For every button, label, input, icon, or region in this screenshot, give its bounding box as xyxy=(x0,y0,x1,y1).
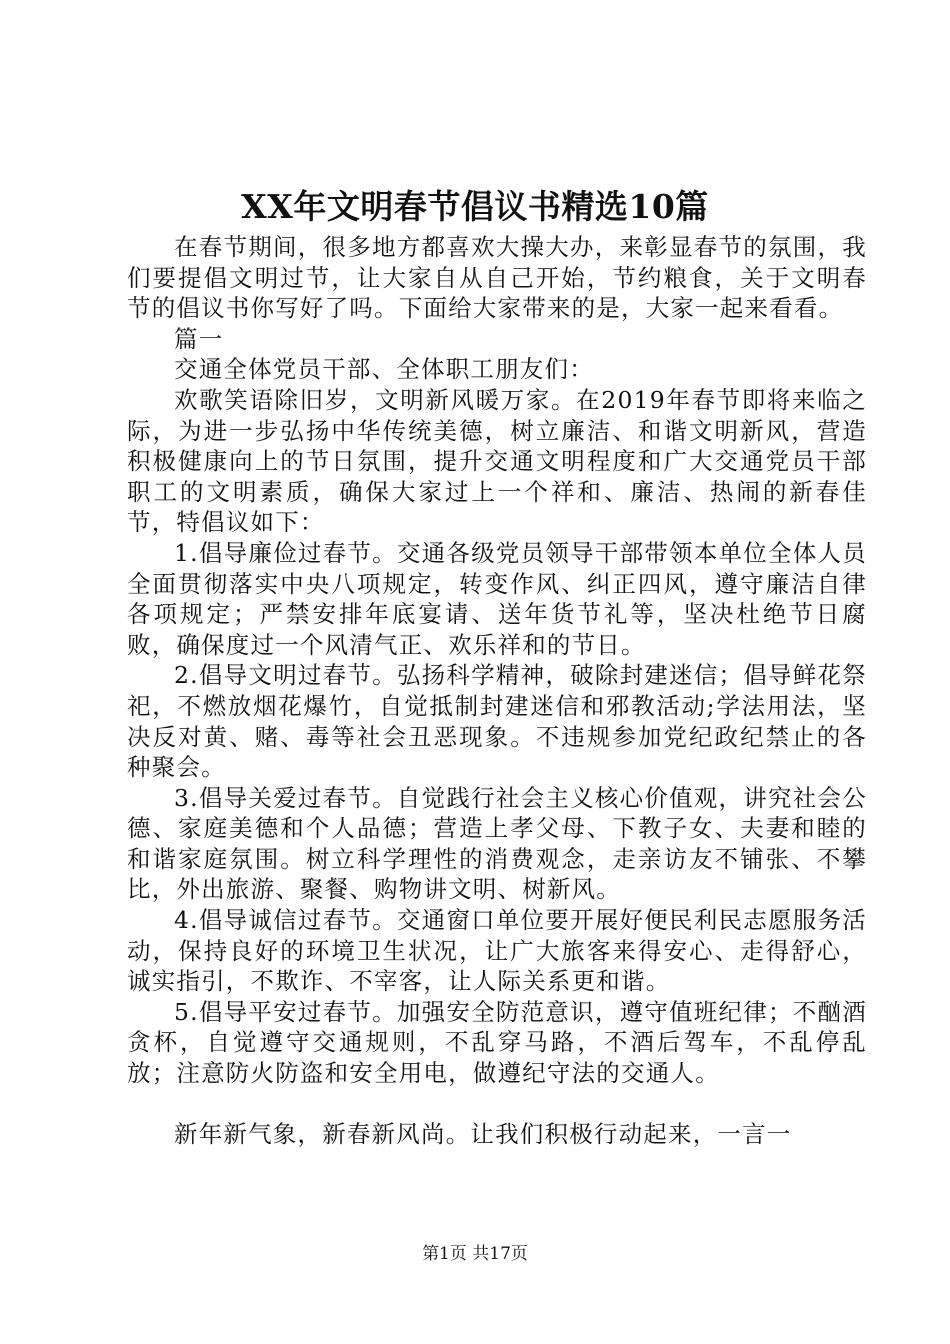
document-body xyxy=(127,232,867,1149)
document-title: XX年文明春节倡议书精选10篇 xyxy=(241,187,709,226)
proposal-item-4: 4.倡导诚信过春节。交通窗口单位要开展好便民利民志愿服务活动，保持良好的环境卫生状况，让广大旅客来得安心、走得舒心，诚实指引，不欺诈、不宰客，让人际关系更和谐。 xyxy=(127,906,867,996)
closing-paragraph: 新年新气象，新春新风尚。让我们积极行动起来，一言一 xyxy=(174,1119,792,1148)
proposal-item-2: 2.倡导文明过春节。弘扬科学精神，破除封建迷信；倡导鲜花祭祀，不燃放烟花爆竹，自觉抵制封建迷信和邪教活动;学法用法，坚决反对黄、赌、毒等社会丑恶现象。不违规参加党纪政纪禁止的各种聚会。 xyxy=(127,661,867,782)
section-heading: 篇一 xyxy=(174,324,224,353)
proposal-item-5: 5.倡导平安过春节。加强安全防范意识，遵守值班纪律；不酗酒贪杯，自觉遵守交通规则，不乱穿马路，不酒后驾车，不乱停乱放；注意防火防盗和安全用电，做遵纪守法的交通人。 xyxy=(127,997,867,1088)
proposal-item-1: 1.倡导廉俭过春节。交通各级党员领导干部带领本单位全体人员全面贯彻落实中央八项规定，转变作风、纠正四风，遵守廉洁自律各项规定；严禁安排年底宴请、送年货节礼等，坚决杜绝节日腐败，确保度过一个风清气正、欢乐祥和的节日。 xyxy=(127,538,867,659)
intro-paragraph: 在春节期间，很多地方都喜欢大操大办，来彰显春节的氛围，我们要提倡文明过节，让大家自从自己开始，节约粮食，关于文明春节的倡议书你写好了吗。下面给大家带来的是，大家一起来看看。 xyxy=(127,233,867,323)
proposal-intro-paragraph: 欢歌笑语除旧岁，文明新风暖万家。在2019年春节即将来临之际，为进一步弘扬中华传统美德，树立廉洁、和谐文明新风，营造积极健康向上的节日氛围，提升交通文明程度和广大交通党员干部职工的文明素质，确保大家过上一个祥和、廉洁、热闹的新春佳节，特倡议如下： xyxy=(127,385,867,537)
page-indicator: 第1页 共17页 xyxy=(422,1244,528,1264)
salutation: 交通全体党员干部、全体职工朋友们： xyxy=(174,355,594,384)
proposal-item-3: 3.倡导关爱过春节。自觉践行社会主义核心价值观，讲究社会公德、家庭美德和个人品德；营造上孝父母、下教子女、夫妻和睦的和谐家庭氛围。树立科学理性的消费观念，走亲访友不铺张、不攀比，外出旅游、聚餐、购物讲文明、树新风。 xyxy=(127,783,867,904)
